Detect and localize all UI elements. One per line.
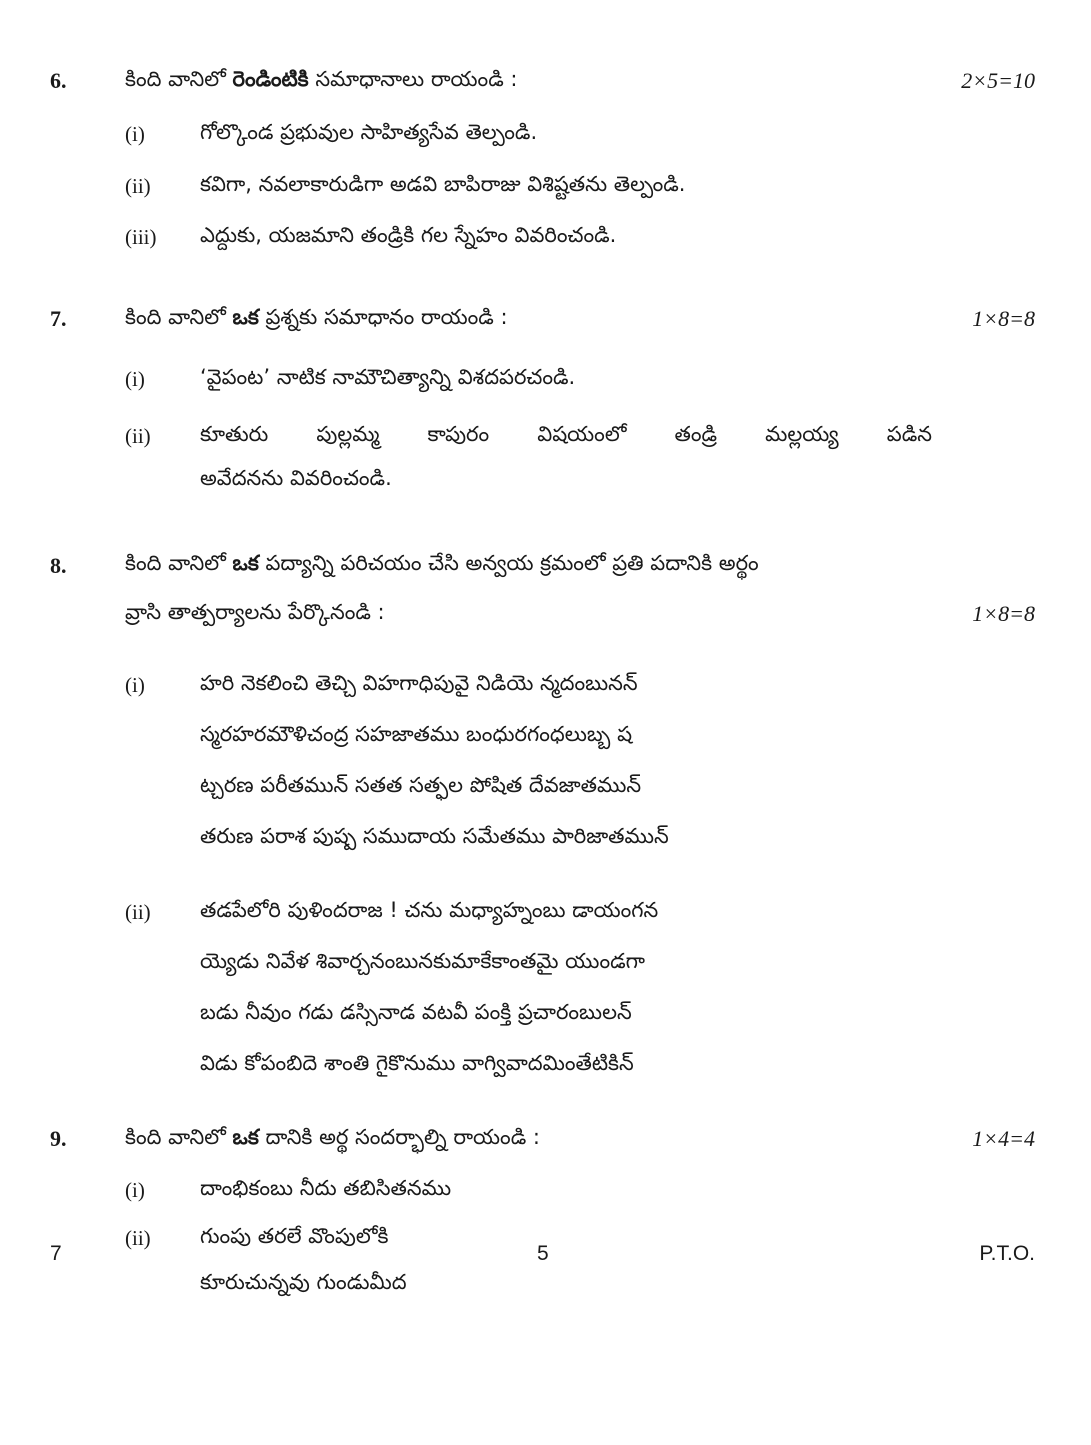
question-8-marks: 1×8=8	[972, 601, 1035, 626]
q7-option-i-label: (i)	[125, 367, 145, 391]
question-9-number: 9.	[50, 1126, 67, 1151]
question-8-number: 8.	[50, 553, 67, 578]
q7-option-i-text: ‘వైపంట’ నాటిక నామౌచిత్యాన్ని విశదపరచండి.	[200, 365, 576, 389]
q9-option-ii-line-1: గుంపు తరలే వొంపులోకి	[200, 1224, 389, 1248]
question-7-text	[125, 305, 508, 335]
q8-poem-i-line-4: తరుణ పరాశ పుష్ప సముదాయ సమేతము పారిజాతమున్	[200, 824, 669, 848]
question-9-text-pre: కింది వానిలో	[125, 1125, 233, 1149]
question-6-text-post: సమాధానాలు రాయండి :	[308, 67, 518, 91]
q9-option-ii-label: (ii)	[125, 1226, 151, 1250]
q7-option-ii-line-1: కూతురు పుల్లమ్మ కాపురం విషయంలో తండ్రి మల్లయ్య పడిన	[200, 422, 932, 446]
q8-poem-i-line-1: హరి నెకలించి తెచ్చి విహగాధిపువై నిడియె న్మదంబునన్	[200, 671, 638, 695]
question-8-text	[125, 551, 759, 581]
q9-option-i-label: (i)	[125, 1178, 145, 1202]
q9-option-ii-line-2: కూరుచున్నవు గుండుమీద	[200, 1270, 407, 1294]
q8-poem-ii-line-2: య్యెడు నివేళ శివార్చనంబునకుమాకేకాంతమై యుండగా	[200, 949, 645, 973]
question-7-marks: 1×8=8	[972, 306, 1035, 331]
footer-page-number: 5	[537, 1242, 549, 1265]
question-8-text-post: పద్యాన్ని పరిచయం చేసి అన్వయ క్రమంలో ప్రతి పదానికి అర్థం	[258, 551, 759, 575]
question-9-text	[125, 1125, 540, 1155]
footer-code: 7	[50, 1242, 62, 1265]
q8-poem-ii-line-1: తడపేలోరి పుళిందరాజ ! చను మధ్యాహ్నంబు డాయంగన	[200, 898, 659, 922]
q6-option-iii-label: (iii)	[125, 225, 157, 249]
question-9-text-post: దానికి అర్థ సందర్భాల్ని రాయండి :	[258, 1125, 540, 1149]
question-9-marks: 1×4=4	[972, 1126, 1035, 1151]
q6-option-i-label: (i)	[125, 122, 145, 146]
question-7-text-bold: ఒక	[232, 305, 259, 329]
q8-option-ii-label: (ii)	[125, 900, 151, 924]
q8-poem-i-line-3: ట్చరణ పరీతమున్ సతత సత్ఫల పోషిత దేవజాతమున్	[200, 773, 642, 797]
q7-option-ii-label: (ii)	[125, 424, 151, 448]
q6-option-i-text: గోల్కొండ ప్రభువుల సాహిత్యసేవ తెల్పండి.	[200, 120, 538, 144]
q6-option-ii-label: (ii)	[125, 174, 151, 198]
q8-poem-ii-line-3: బడు నీవుం గడు డస్సినాడ వటవీ పంక్తి ప్రచారంబులన్	[200, 1000, 632, 1024]
question-7-text-pre: కింది వానిలో	[125, 305, 233, 329]
footer-pto: P.T.O.	[979, 1242, 1035, 1265]
q6-option-ii-text: కవిగా, నవలాకారుడిగా అడవి బాపిరాజు విశిష్టతను తెల్పండి.	[200, 172, 686, 196]
question-6-number: 6.	[50, 68, 67, 93]
q8-poem-ii-line-4: విడు కోపంబిదె శాంతి గైకొనుము వాగ్వివాదమింతేటికిన్	[200, 1051, 634, 1075]
q9-option-i-line-1: దాంభికంబు నీదు తబిసితనము	[200, 1176, 452, 1200]
question-8-text-bold: ఒక	[232, 551, 259, 575]
question-6-text-bold: రెండింటికి	[232, 67, 309, 91]
question-8-text-line-2: వ్రాసి తాత్పర్యాలను పేర్కొనండి :	[125, 600, 385, 624]
question-9-text-bold: ఒక	[232, 1125, 259, 1149]
question-7-text-post: ప్రశ్నకు సమాధానం రాయండి :	[258, 305, 508, 329]
question-7-number: 7.	[50, 306, 67, 331]
q8-option-i-label: (i)	[125, 673, 145, 697]
q8-poem-i-line-2: స్మరహరమౌళిచంద్ర సహజాతము బంధురగంధలుబ్బ ష	[200, 722, 633, 746]
question-8-text-pre: కింది వానిలో	[125, 551, 233, 575]
question-6-marks: 2×5=10	[961, 68, 1035, 93]
question-6-text	[125, 67, 518, 97]
q6-option-iii-text: ఎద్దుకు, యజమాని తండ్రికి గల స్నేహం వివరించండి.	[200, 223, 617, 247]
q7-option-ii-line-2: అవేదనను వివరించండి.	[200, 466, 392, 490]
question-6-text-pre: కింది వానిలో	[125, 67, 233, 91]
